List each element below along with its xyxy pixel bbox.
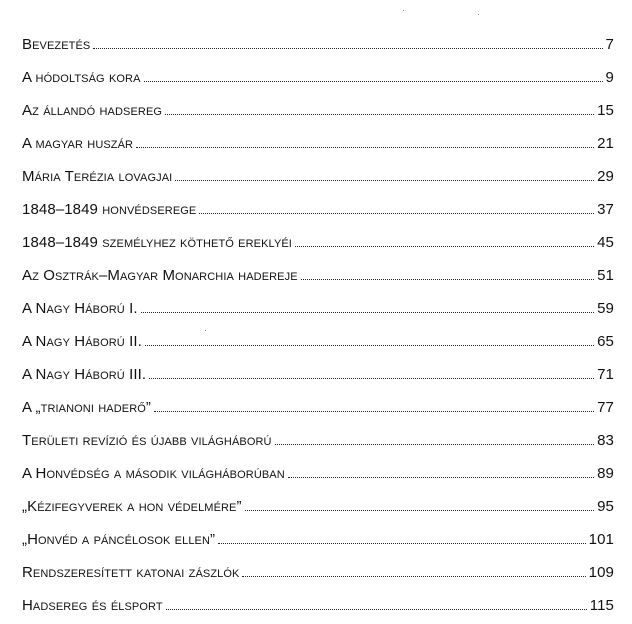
toc-entry (22, 589, 614, 622)
toc-entry-title: A „trianoni haderő” (22, 399, 152, 416)
dot-leader (242, 576, 585, 577)
dot-leader (295, 246, 594, 247)
toc-entry-page: 83 (597, 432, 614, 449)
toc-entry-page: 109 (588, 564, 614, 581)
toc-entry-page: 65 (597, 333, 614, 350)
toc-entry-title: 1848–1849 személyhez köthető ereklyéi (22, 234, 292, 251)
toc-entry (22, 292, 614, 325)
toc-entry-title: A magyar huszár (22, 135, 134, 152)
toc-entry-page: 29 (597, 168, 614, 185)
toc-entry (22, 28, 614, 61)
toc-entry (22, 523, 614, 556)
toc-entry-page: 45 (597, 234, 614, 251)
toc-entry-title: A Nagy Háború I. (22, 300, 138, 317)
toc-entry-page: 89 (597, 465, 614, 482)
dot-leader (154, 411, 594, 412)
toc-entry (22, 61, 614, 94)
toc-entry (22, 556, 614, 589)
dot-leader (199, 213, 594, 214)
toc-entry-title: 1848–1849 honvédserege (22, 201, 197, 218)
toc-entry-title: Mária Terézia lovagjai (22, 168, 173, 185)
toc-entry (22, 259, 614, 292)
toc-entry-title: A hódoltság kora (22, 69, 141, 86)
scan-speck (478, 14, 479, 15)
toc-entry-page: 115 (589, 597, 614, 614)
toc-entry-page: 9 (605, 69, 614, 86)
dot-leader (245, 510, 595, 511)
toc-entry (22, 325, 614, 358)
toc-entry (22, 424, 614, 457)
dot-leader (166, 609, 587, 610)
scan-speck (205, 330, 206, 331)
toc-entry-title: „Kézifegyverek a hon védelmére” (22, 498, 242, 515)
toc-entry-page: 95 (597, 498, 614, 515)
dot-leader (145, 345, 594, 346)
toc-entry (22, 226, 614, 259)
dot-leader (288, 477, 594, 478)
toc-entry-title: „Honvéd a páncélosok ellen” (22, 531, 216, 548)
toc-entry (22, 391, 614, 424)
toc-entry (22, 127, 614, 160)
dot-leader (136, 147, 594, 148)
dot-leader (93, 48, 602, 49)
toc-entry-title: Hadsereg és élsport (22, 597, 163, 614)
dot-leader (141, 312, 594, 313)
dot-leader (165, 114, 594, 115)
toc-entry-title: A Nagy Háború III. (22, 366, 147, 383)
toc-entry-title: Területi revízió és újabb világháború (22, 432, 272, 449)
dot-leader (218, 543, 586, 544)
toc-entry-title: Az Osztrák–Magyar Monarchia hadereje (22, 267, 298, 284)
toc-entry-page: 51 (597, 267, 614, 284)
scan-speck (403, 10, 404, 11)
dot-leader (275, 444, 595, 445)
toc-entry (22, 358, 614, 391)
toc-entry-page: 101 (588, 531, 614, 548)
toc-entry (22, 457, 614, 490)
toc-entry (22, 193, 614, 226)
toc-entry-page: 77 (597, 399, 614, 416)
dot-leader (144, 81, 603, 82)
toc-entry-page: 7 (605, 36, 614, 53)
toc-entry-title: Bevezetés (22, 36, 91, 53)
toc-entry-title: Rendszeresített katonai zászlók (22, 564, 240, 581)
toc-entry (22, 160, 614, 193)
toc-entry-title: A Nagy Háború II. (22, 333, 142, 350)
dot-leader (149, 378, 594, 379)
toc-entry (22, 94, 614, 127)
table-of-contents (22, 28, 614, 622)
toc-entry-title: Az állandó hadsereg (22, 102, 163, 119)
toc-entry-page: 59 (597, 300, 614, 317)
dot-leader (301, 279, 594, 280)
dot-leader (175, 180, 594, 181)
toc-entry-title: A Honvédség a második világháborúban (22, 465, 285, 482)
toc-entry-page: 15 (597, 102, 614, 119)
toc-entry-page: 71 (597, 366, 614, 383)
toc-entry-page: 37 (597, 201, 614, 218)
toc-entry (22, 490, 614, 523)
toc-entry-page: 21 (597, 135, 614, 152)
